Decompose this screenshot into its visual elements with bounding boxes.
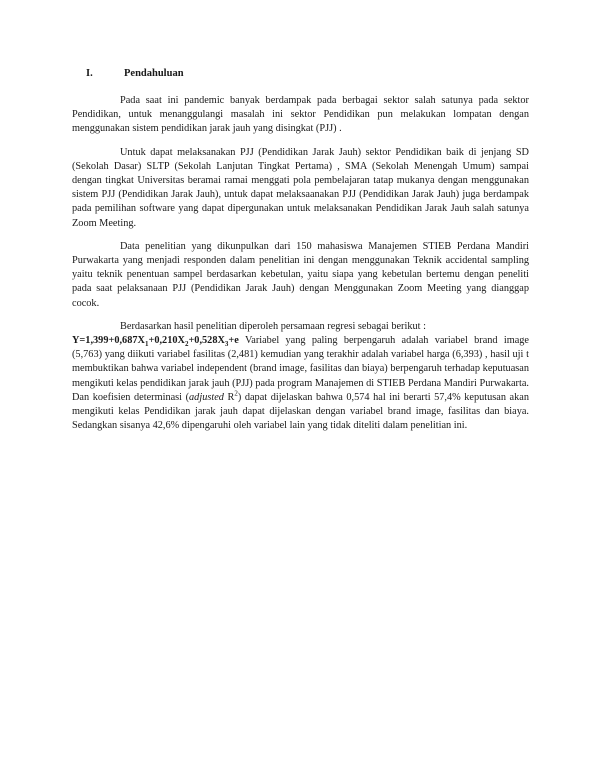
paragraph-4-body-b: ) dapat dijelaskan bahwa 0,574 hal ini berarti 57,4% keputusan akan mengikuti kelas Pendidikan jarak jauh dapat dijelaskan dengan variabel brand image, fasilitas dan biaya. Sedangkan sisanya 42,6% dipengaruhi oleh variabel lain yang tidak diteliti dalam penelitian ini. — [72, 391, 529, 432]
adjusted-term: adjusted — [189, 391, 224, 403]
r-squared-exponent: 2 — [234, 389, 238, 398]
body-text — [72, 94, 529, 442]
section-heading — [86, 68, 184, 79]
paragraph-2: Untuk dapat melaksanakan PJJ (Pendidikan Jarak Jauh) sektor Pendidikan baik di jenjang SD (Sekolah Dasar) SLTP (Sekolah Lanjutan Tingkat Pertama) , SMA (Sekolah Menengah Umum) sampai dengan tingkat Universitas beramai ramai menggati pola pembelajaran tatap mukanya dengan menggunakan sistem PJJ (Pendidikan Jarak Jauh), untuk dapat melaksaanakan PJJ (Pendidikan Jarak Jauh) juga berdampak pada pemilihan software yang dapat dipergunakan untuk melaksanakan Pendidikan Jarak Jauh salah satunya Zoom Meeting. — [72, 146, 529, 229]
paragraph-4 — [72, 320, 529, 434]
paragraph-1: Pada saat ini pandemic banyak berdampak pada berbagai sektor salah satunya pada sektor Pendidikan, untuk menanggulangi masalah ini sektor Pendidikan pun melakukan lompatan dengan menggunakan sistem pendidikan jarak jauh yang disingkat (PJJ) . — [72, 95, 529, 135]
section-number: I. — [86, 68, 93, 79]
regression-equation: $Y=1,399+0,687X_1+0,210X_2+0,528X_3+e$ — [72, 335, 239, 349]
r-symbol: R — [223, 391, 235, 403]
section-title: Pendahuluan — [124, 68, 184, 79]
paragraph-4-intro: Berdasarkan hasil penelitian diperoleh persamaan regresi sebagai berikut : — [120, 320, 426, 332]
paragraph-4-body-a: Variabel yang paling berpengaruh adalah variabel brand image (5,763) yang diikuti variabel fasilitas (2,481) kemudian yang terakhir adalah variabel harga (6,393) , hasil uji t membuktikan bahwa variabel independent (brand image, fasilitas dan biaya) berpengaruh terhadap keputuasan mengikuti kelas pendidikan jarak jauh (PJJ) pada program Manajemen di STIEB Perdana Mandiri Purwakarta. Dan koefisien determinasi ( — [72, 335, 529, 403]
paragraph-3: Data penelitian yang dikunpulkan dari 150 mahasiswa Manajemen STIEB Perdana Mandiri Purwakarta yang menjadi responden dalam penelitian ini dengan menggunakan Teknik accidental sampling yaitu teknik penentuan sampel berdasarkan kebetulan, yaitu siapa yang kebetulan bertemu dengan peneliti pada saat pelaksanaan PJJ (Pendidikan Jarak Jauh) dengan Menggunakan Zoom Meeting yang dianggap cocok. — [72, 240, 529, 309]
